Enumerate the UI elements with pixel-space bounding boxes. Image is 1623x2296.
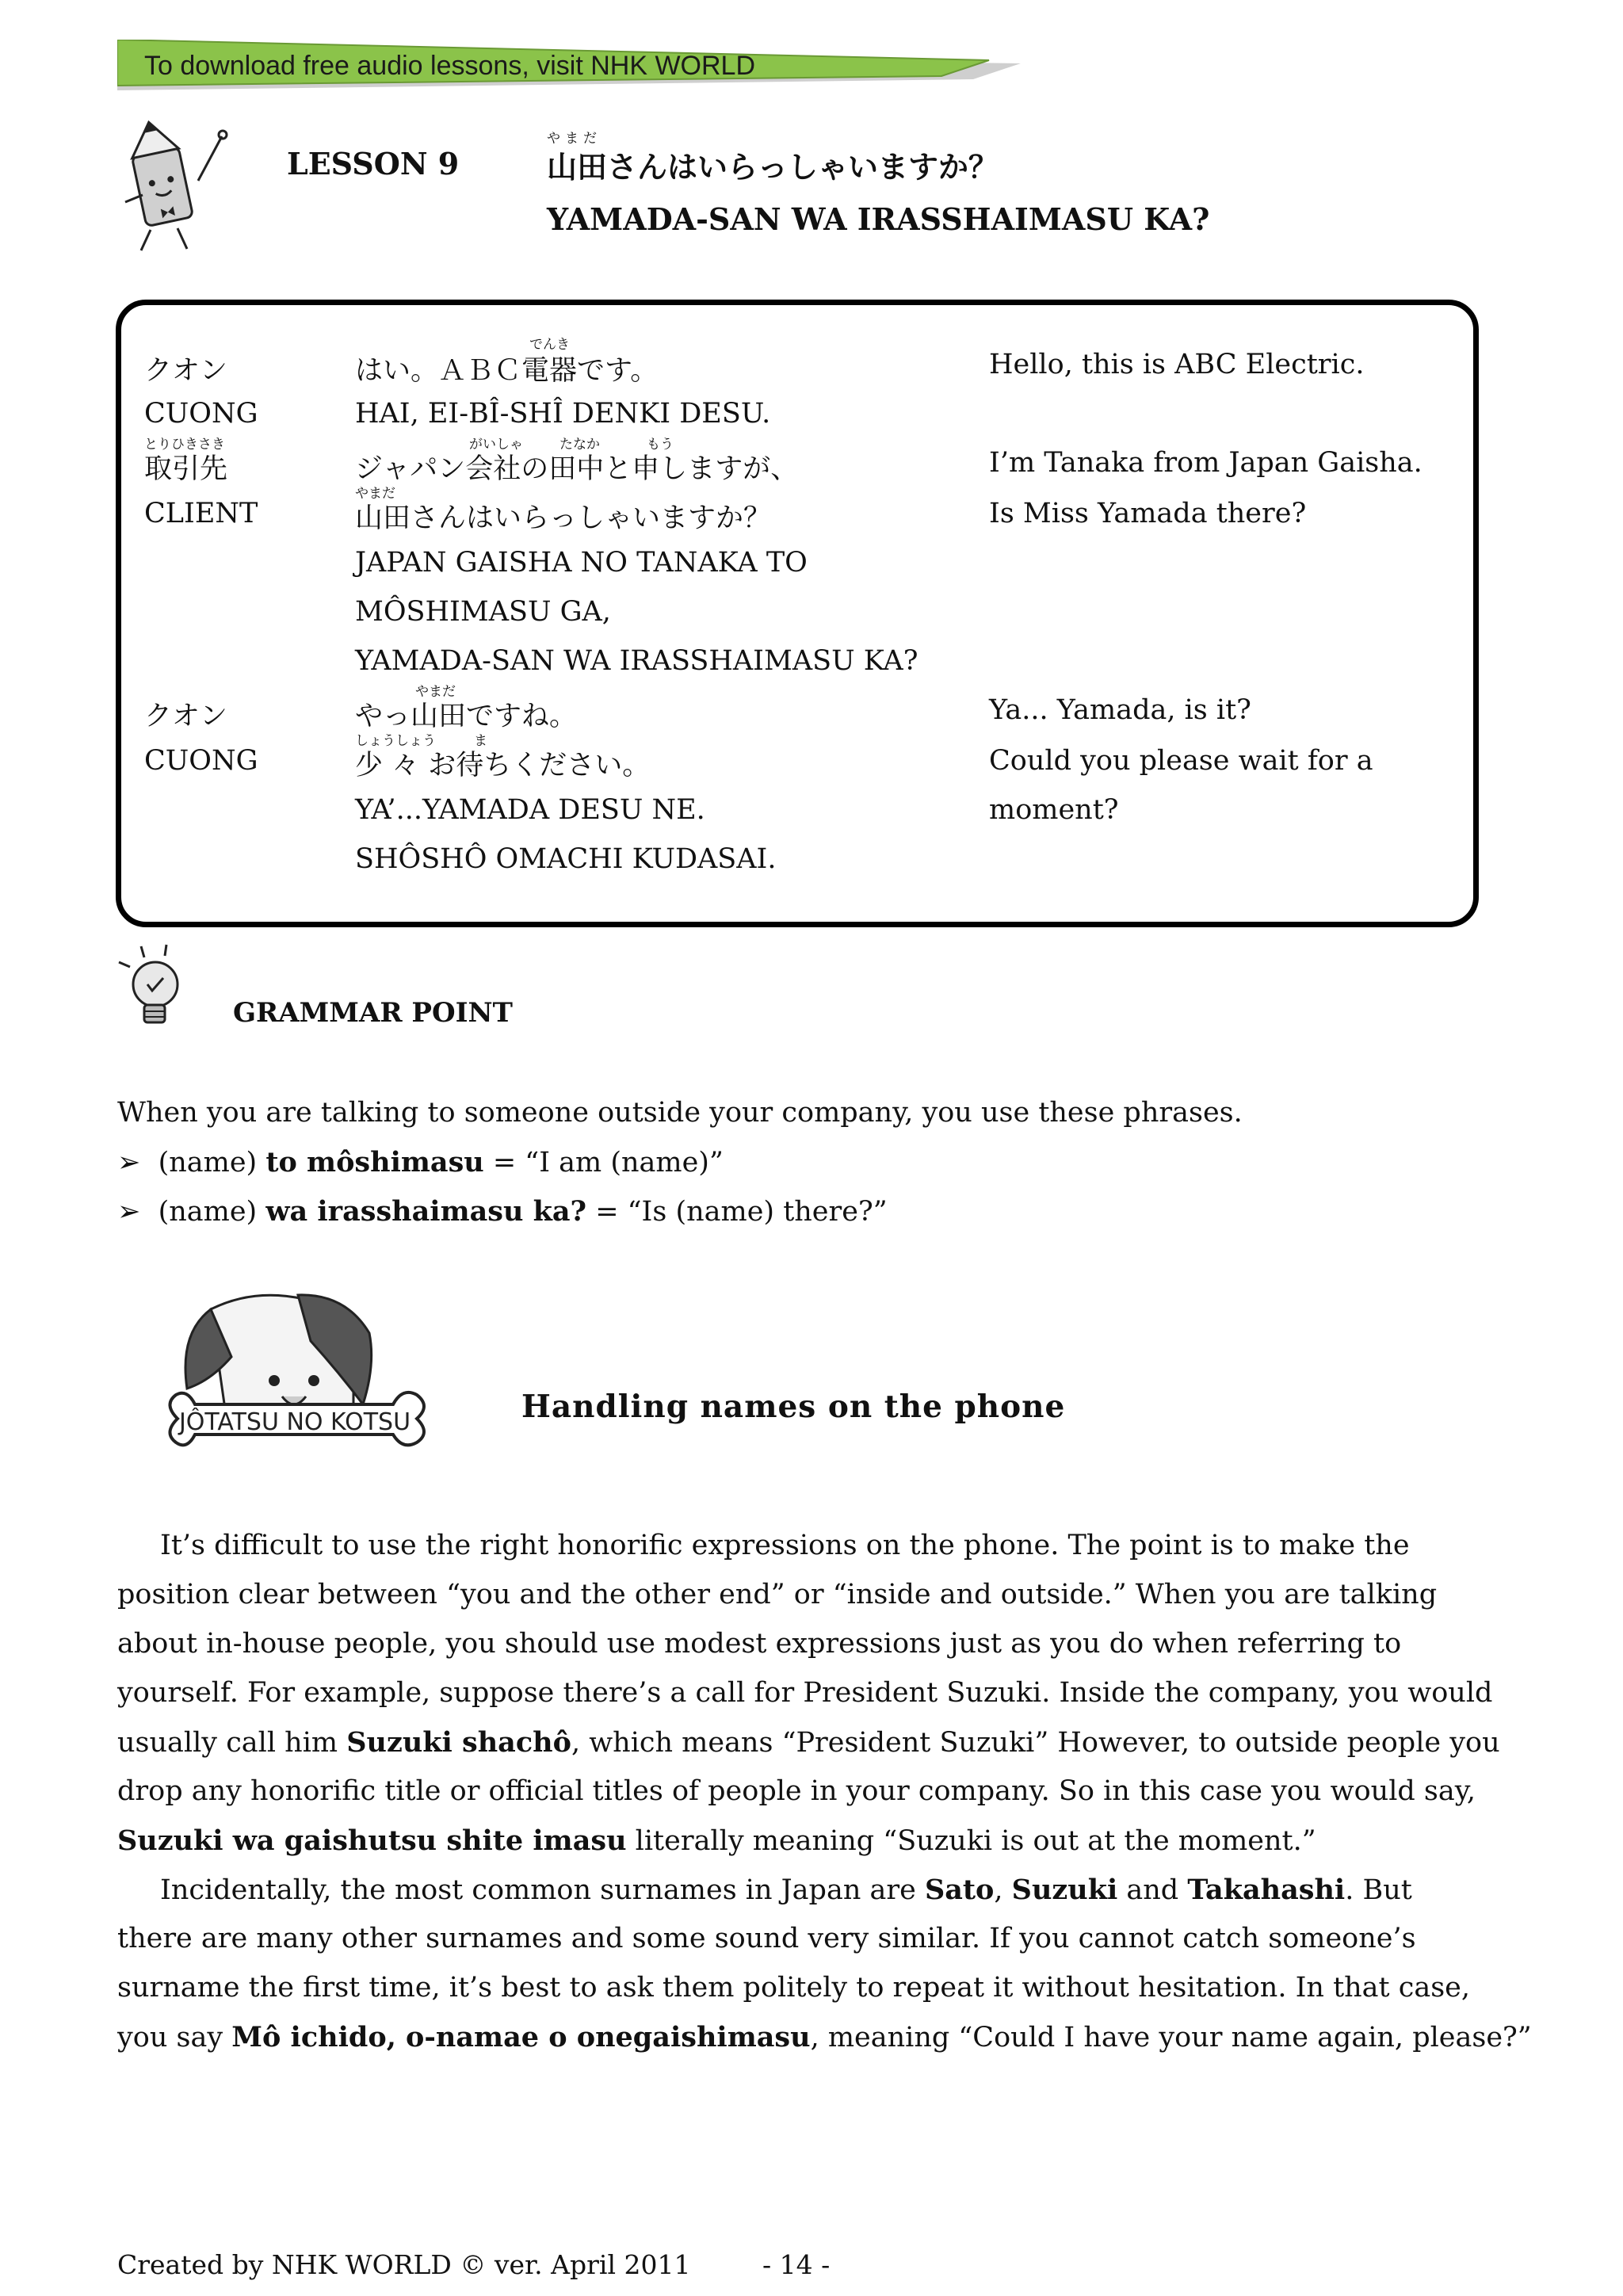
speaker-cuong: CUONG	[144, 745, 258, 777]
pencil-mascot-icon	[109, 119, 228, 254]
body-text: , meaning “Could I have your name again, please?”	[810, 2022, 1532, 2053]
body-line	[117, 1726, 1500, 1759]
body-text: . But	[1345, 1874, 1412, 1906]
body-line: there are many other surnames and some sound very similar. If you cannot catch someone’s	[117, 1923, 1416, 1954]
body-line: It’s difficult to use the right honorific expressions on the phone. The point is to make the	[160, 1530, 1410, 1561]
ruby-gaisha: がいしゃ	[469, 437, 523, 453]
ruby-tanaka: たなか	[559, 437, 600, 453]
bullet-arrow-icon: ➢	[117, 1196, 141, 1228]
grammar-point-heading: GRAMMAR POINT	[233, 997, 513, 1029]
body-text: literally meaning “Suzuki is out at the moment.”	[626, 1825, 1316, 1857]
dialogue-line-jp: はい。ＡＢＣ電器です。	[355, 355, 659, 387]
dialogue-line-en: Ya... Yamada, is it?	[989, 694, 1251, 726]
speaker-cuong-jp: クオン	[144, 701, 228, 732]
body-line: yourself. For example, suppose there’s a call for President Suzuki. Inside the company, you would	[117, 1677, 1493, 1709]
body-line	[160, 1874, 1412, 1906]
body-line: surname the first time, it’s best to ask them politely to repeat it without hesitation. In that case,	[117, 1972, 1471, 2004]
ruby-yamada: やまだ	[355, 486, 395, 502]
ruby-torihikisaki: とりひきさき	[144, 437, 225, 453]
lesson-title-romaji: YAMADA-SAN WA IRASSHAIMASU KA?	[547, 201, 1210, 237]
body-text: usually call him	[117, 1727, 347, 1759]
dialogue-line-en: Hello, this is ABC Electric.	[989, 349, 1365, 380]
body-line: drop any honorific title or official titles of people in your company. So in this case you would say,	[117, 1775, 1476, 1807]
title-ruby: やまだ	[547, 131, 601, 147]
dialogue-line-jp: 少 々 お待ちください。	[355, 750, 651, 781]
bullet-text: = “Is (name) there?”	[586, 1196, 888, 1228]
dialogue-line-romaji: YA’...YAMADA DESU NE.	[355, 794, 705, 826]
dialogue-line-romaji: HAI, EI-BÎ-SHÎ DENKI DESU.	[355, 398, 771, 430]
body-line	[117, 2021, 1532, 2053]
body-text: you say	[117, 2022, 232, 2053]
dog-mascot-icon	[155, 1286, 441, 1482]
ruby-yamada: やまだ	[415, 684, 456, 700]
body-text: Incidentally, the most common surnames in Japan are	[160, 1874, 925, 1906]
body-bold-phrase: Suzuki wa gaishutsu shite imasu	[117, 1824, 627, 1857]
dialogue-line-romaji: YAMADA-SAN WA IRASSHAIMASU KA?	[355, 645, 918, 677]
bullet-phrase: wa irasshaimasu ka?	[265, 1195, 587, 1228]
speaker-cuong: CUONG	[144, 398, 258, 430]
body-bold-phrase: Takahashi	[1187, 1874, 1346, 1906]
body-line	[117, 1824, 1316, 1857]
speaker-client: CLIENT	[144, 498, 258, 529]
body-bold-phrase: Mô ichido, o-namae o onegaishimasu	[231, 2021, 811, 2053]
body-bold-phrase: Suzuki	[1011, 1874, 1118, 1906]
dialogue-line-romaji: JAPAN GAISHA NO TANAKA TO	[355, 547, 808, 579]
speaker-client-jp: 取引先	[144, 453, 228, 485]
bullet-arrow-icon: ➢	[117, 1147, 141, 1179]
speaker-cuong-jp: クオン	[144, 355, 228, 387]
dialogue-line-jp: ジャパン会社の田中と申しますが、	[355, 453, 799, 485]
tip-heading: Handling names on the phone	[521, 1389, 1066, 1425]
dialogue-line-jp: 山田さんはいらっしゃいますか？	[355, 502, 772, 534]
bullet-text: (name)	[158, 1147, 266, 1179]
page-number: - 14 -	[762, 2249, 831, 2280]
dialogue-line-en: Is Miss Yamada there?	[989, 498, 1307, 529]
ruby-shousho: しょうしょう	[355, 733, 436, 749]
ruby-ma: ま	[474, 733, 487, 749]
ruby-mou: もう	[647, 437, 674, 453]
jotatsu-badge-text: JÔTATSU NO KOTSU	[178, 1408, 411, 1436]
footer-credit: Created by NHK WORLD © ver. April 2011	[117, 2249, 691, 2280]
body-line: position clear between “you and the other end” or “inside and outside.” When you are talking	[117, 1579, 1438, 1610]
dialogue-line-en: moment?	[989, 794, 1119, 826]
bullet-text: = “I am (name)”	[483, 1147, 724, 1179]
body-text: ,	[994, 1874, 1012, 1906]
body-bold-phrase: Suzuki shachô	[346, 1726, 571, 1759]
dialogue-line-en: Could you please wait for a	[989, 745, 1373, 777]
dialogue-line-romaji: MÔSHIMASU GA,	[355, 596, 611, 628]
dialogue-line-jp: やっ山田ですね。	[355, 701, 578, 732]
dialogue-box	[116, 300, 1479, 927]
bullet-text: (name)	[158, 1196, 266, 1228]
body-text: , which means “President Suzuki” However, to outside people you	[571, 1727, 1500, 1759]
lesson-number: LESSON 9	[287, 146, 460, 181]
lightbulb-icon	[117, 943, 197, 1026]
dialogue-line-en: I’m Tanaka from Japan Gaisha.	[989, 447, 1423, 479]
body-line: about in-house people, you should use modest expressions just as you do when referring to	[117, 1628, 1402, 1660]
dialogue-line-romaji: SHÔSHÔ OMACHI KUDASAI.	[355, 843, 777, 875]
body-bold-phrase: Sato	[924, 1874, 995, 1906]
grammar-bullet	[117, 1195, 888, 1228]
grammar-bullet	[117, 1146, 724, 1179]
banner-text[interactable]: To download free audio lessons, visit NHK WORLD	[144, 51, 755, 81]
bullet-phrase: to môshimasu	[265, 1146, 484, 1179]
ruby-denki: でんき	[529, 337, 570, 353]
grammar-intro: When you are talking to someone outside your company, you use these phrases.	[117, 1097, 1243, 1129]
body-text: and	[1117, 1874, 1188, 1906]
lesson-title-japanese: 山田さんはいらっしゃいますか？	[547, 150, 999, 185]
